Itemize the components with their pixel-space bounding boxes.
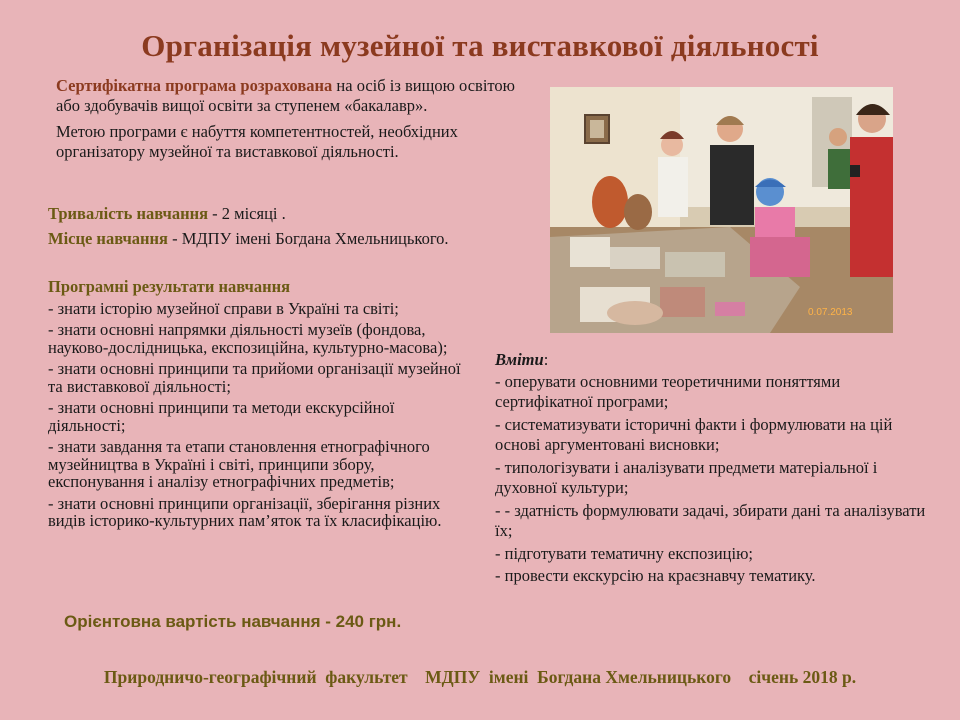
goal-paragraph: Метою програми є набуття компетентностей, необхідних організатору музейної та виставкової діяльності. xyxy=(56,122,458,161)
duration-label: Тривалість навчання xyxy=(48,204,209,223)
info-section xyxy=(48,204,468,254)
photo-date-stamp: 0.07.2013 xyxy=(808,307,853,318)
workshop-photo xyxy=(550,87,893,333)
outcomes-section xyxy=(48,278,468,534)
skills-list xyxy=(495,372,935,587)
outcome-item: - знати завдання та етапи становлення етнографічного музейництва в Україні і світі, принципи збору, експонування і аналізу етнографічних предметів; xyxy=(48,437,430,491)
outcome-item: - знати основні напрямки діяльності музеїв (фондова, науково-дослідницька, експозиційна, культурно-масова); xyxy=(48,320,448,357)
skills-section xyxy=(495,350,935,589)
skill-item: - - здатність формулювати задачі, збирати дані та аналізувати їх; xyxy=(495,500,926,540)
place-label: Місце навчання xyxy=(48,229,168,248)
outcomes-heading: Програмні результати навчання xyxy=(48,277,291,296)
skill-item: - провести екскурсію на краєзнавчу тематику. xyxy=(495,566,816,585)
place-value: - МДПУ імені Богдана Хмельницького. xyxy=(167,229,449,248)
intro-paragraph xyxy=(56,76,526,116)
duration-value: - 2 місяці . xyxy=(208,204,286,223)
place-line xyxy=(48,229,468,248)
outcome-item: - знати основні принципи та прийоми організації музейної та виставкової діяльності; xyxy=(48,359,461,396)
footer-text: Природничо-географічний факультет МДПУ імені Богдана Хмельницького січень 2018 р. xyxy=(103,667,857,687)
intro-lead: Сертифікатна програма розрахована xyxy=(56,76,333,95)
outcome-item: - знати історію музейної справи в Україні та світі; xyxy=(48,298,399,318)
outcome-item: - знати основні принципи організації, зберігання різних видів історико-культурних пам’яток та їх класифікацію. xyxy=(48,493,442,530)
skill-item: - підготувати тематичну експозицію; xyxy=(495,543,754,563)
outcome-item: - знати основні принципи та методи екскурсійної діяльності; xyxy=(48,398,395,435)
outcomes-list xyxy=(48,300,468,530)
skills-heading: Вміти xyxy=(495,350,544,369)
intro-section xyxy=(56,76,526,168)
page-title: Організація музейної та виставкової діяльності xyxy=(141,28,819,63)
skills-heading-colon: : xyxy=(543,350,549,369)
skill-item: - систематизувати історичні факти і формулювати на цій основі аргументовані висновки; xyxy=(495,414,893,454)
skill-item: - оперувати основними теоретичними поняттями сертифікатної програми; xyxy=(495,371,841,411)
intro-lead-rest: на осіб із вищою освітою або здобувачів вищої освіти за ступенем «бакалавр». xyxy=(56,76,515,115)
duration-line xyxy=(48,204,468,223)
skills-heading-line xyxy=(495,350,935,371)
cost-text: Орієнтовна вартість навчання - 240 грн. xyxy=(64,612,402,631)
skill-item: - типологізувати і аналізувати предмети матеріальної і духовної культури; xyxy=(495,457,878,497)
